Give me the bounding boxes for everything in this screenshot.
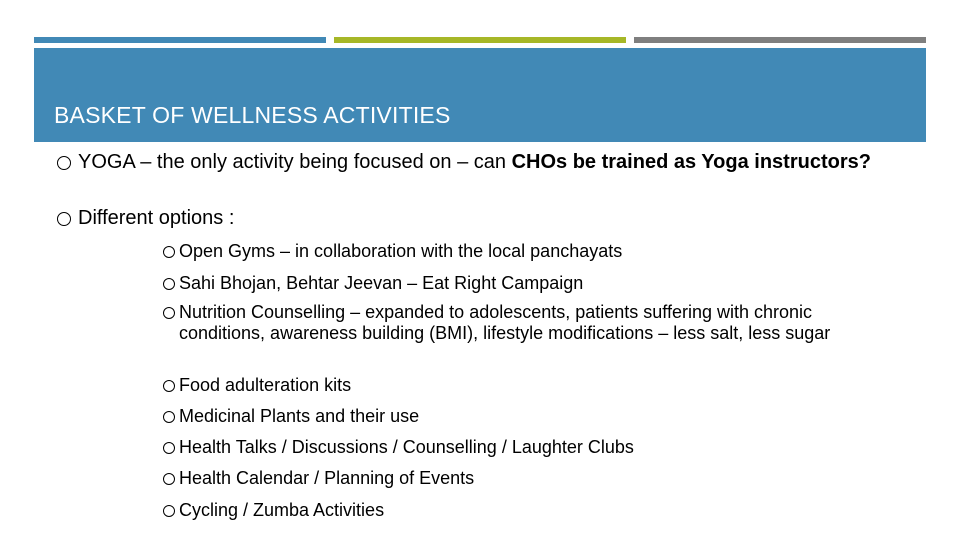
sub-bullet-ring-icon	[163, 380, 175, 392]
accent-bar-blue	[34, 37, 326, 43]
sub-bullet-ring-icon	[163, 473, 175, 485]
bullet-different-options	[57, 208, 917, 229]
sub-bullet-health-talks	[163, 437, 903, 458]
sub-bullet-ring-icon	[163, 307, 175, 319]
sub-bullet-text: Medicinal Plants and their use	[179, 406, 420, 426]
sub-bullet-text: Cycling / Zumba Activities	[179, 500, 385, 520]
bullet-text-regular: YOGA – the only activity being focused on – can	[78, 151, 512, 173]
sub-bullet-ring-icon	[163, 505, 175, 517]
sub-bullet-text: Food adulteration kits	[179, 375, 352, 395]
sub-bullet-nutrition-counselling	[163, 302, 903, 344]
sub-bullet-text: Health Talks / Discussions / Counselling / Laughter Clubs	[179, 437, 634, 457]
sub-bullet-medicinal-plants	[163, 406, 903, 427]
accent-bar-gray	[634, 37, 926, 43]
sub-bullet-text: Sahi Bhojan, Behtar Jeevan – Eat Right Campaign	[179, 273, 584, 293]
bullet-text	[78, 152, 871, 173]
bullet-text: Different options :	[78, 207, 235, 229]
bullet-text-bold: CHOs be trained as Yoga instructors?	[511, 151, 871, 173]
sub-bullet-text: Nutrition Counselling – expanded to adolescents, patients suffering with chronic conditions, awareness building (BMI), lifestyle modifications – less salt, less sugar	[179, 302, 831, 343]
sub-bullet-food-adulteration	[163, 375, 903, 396]
title-band	[34, 48, 926, 142]
sub-bullet-health-calendar	[163, 468, 903, 489]
sub-bullet-text: Health Calendar / Planning of Events	[179, 468, 475, 488]
sub-bullet-open-gyms	[163, 241, 903, 262]
slide-title: BASKET OF WELLNESS ACTIVITIES	[54, 102, 451, 128]
bullet-yoga	[57, 152, 917, 173]
sub-bullet-ring-icon	[163, 246, 175, 258]
sub-bullet-text: Open Gyms – in collaboration with the local panchayats	[179, 241, 623, 261]
sub-bullet-ring-icon	[163, 278, 175, 290]
bullet-ring-icon	[57, 212, 71, 226]
sub-bullet-cycling-zumba	[163, 500, 903, 521]
bullet-ring-icon	[57, 156, 71, 170]
sub-bullet-sahi-bhojan	[163, 273, 903, 294]
accent-bar-green	[334, 37, 626, 43]
sub-bullet-ring-icon	[163, 442, 175, 454]
sub-bullet-ring-icon	[163, 411, 175, 423]
